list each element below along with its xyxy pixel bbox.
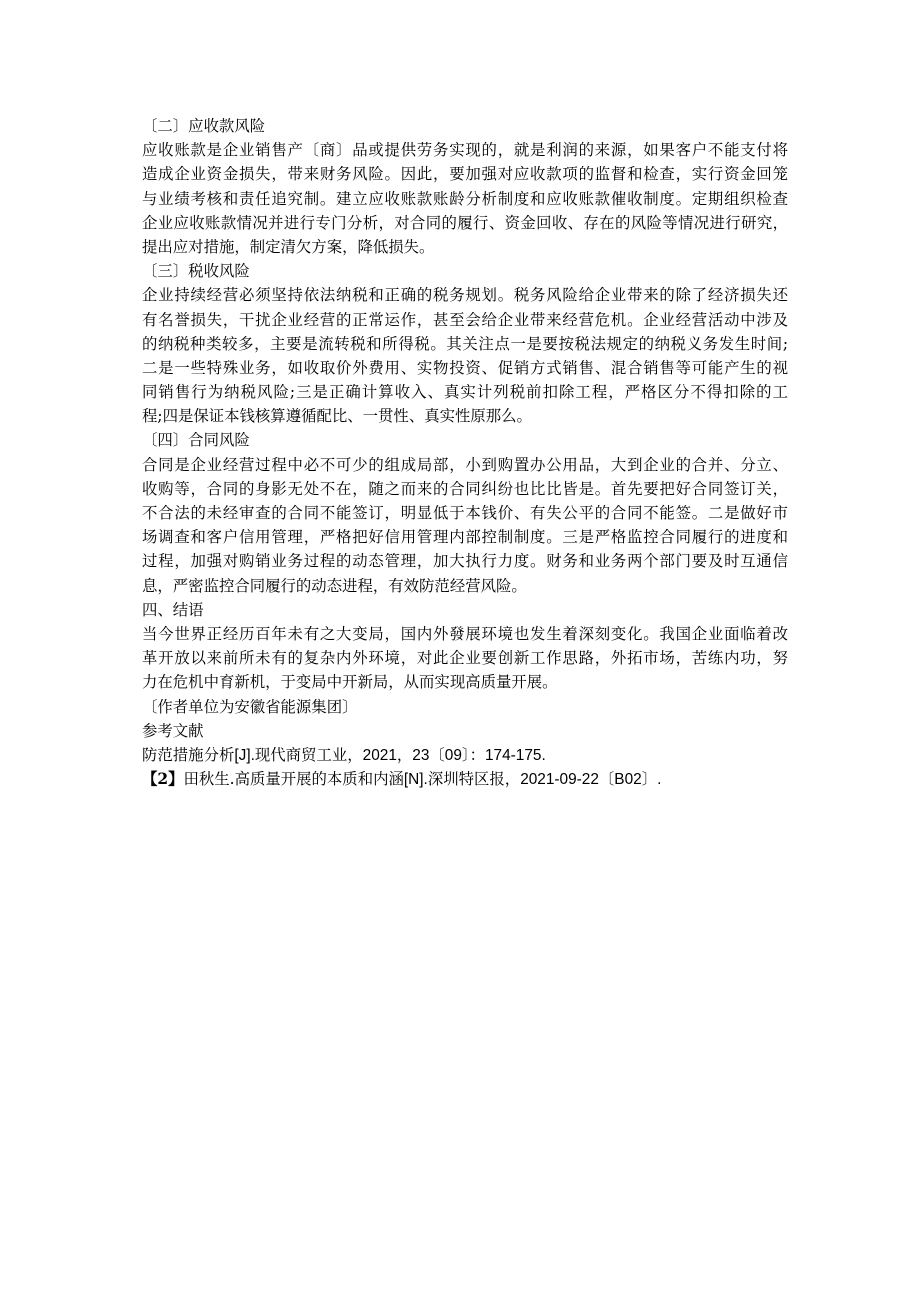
paragraph-line: 当今世界正经历百年未有之大变局，国内外發展环境也发生着深刻变化。我国企业面临着改	[142, 624, 788, 643]
section-heading-conclusion: 四、结语	[142, 600, 204, 619]
paragraph-line: 同销售行为纳税风险;三是正确计算收入、真实计列税前扣除工程，严格区分不得扣除的工	[142, 383, 788, 402]
paragraph-line: 过程，加强对购销业务过程的动态管理，加大执行力度。财务和业务两个部门要及时互通信	[142, 552, 788, 571]
reference-type: [J].	[234, 746, 255, 764]
paragraph-line: 企业持续经营必须坚持依法纳税和正确的税务规划。税务风险给企业带来的除了经济损失还	[142, 286, 788, 305]
reference-item	[142, 767, 788, 791]
paragraph-line: 应收账款是企业销售产〔商〕品或提供劳务实现的，就是利润的来源，如果客户不能支付将	[142, 141, 788, 160]
paragraph-line: 的纳税种类较多，主要是流转税和所得税。其关注点一是要按税法规定的纳税义务发生时间;	[142, 334, 788, 353]
paragraph-line: 二是一些特殊业务，如收取价外费用、实物投资、促销方式销售、混合销售等可能产生的视	[142, 358, 788, 377]
paragraph-line: 息，严密监控合同履行的动态进程，有效防范经营风险。	[142, 576, 527, 595]
paragraph-line: 不合法的未经审查的合同不能签订，明显低于本钱价、有失公平的合同不能签。二是做好市	[142, 504, 788, 522]
paragraph-line: 与业绩考核和责任追究制。建立应收账款账龄分析制度和应收账款催收制度。定期组织检查	[142, 189, 788, 208]
paragraph-line: 合同是企业经营过程中必不可少的组成局部，小到购置办公用品，大到企业的合并、分立、	[142, 455, 788, 474]
reference-text: 田秋生.高质量开展的本质和内涵	[183, 770, 404, 789]
paragraph-line: 造成企业资金损失，带来财务风险。因此，要加强对应收款项的监督和检查，实行资金回笼	[142, 165, 788, 184]
section-heading-receivables: 〔二〕应收款风险	[142, 117, 266, 135]
paragraph-line: 企业应收账款情况并进行专门分析，对合同的履行、资金回收、存在的风险等情况进行研究，	[142, 213, 788, 232]
reference-item	[142, 743, 788, 767]
reference-text: 防范措施分析	[142, 745, 235, 764]
paragraph-line: 程;四是保证本钱核算遵循配比、一贯性、真实性原那么。	[142, 407, 532, 426]
reference-citation: 2021，23〔09〕：174-175.	[362, 746, 546, 764]
reference-source: 现代商贸工业，	[254, 745, 363, 764]
paragraph-line: 收购等，合同的身影无处不在，随之而来的合同纠纷也比比皆是。首先要把好合同签订关，	[142, 479, 788, 498]
document-body	[142, 114, 788, 791]
paragraph-line: 革开放以来前所未有的复杂内外环境，对此企业要创新工作思路，外拓市场，苦练内功，努	[142, 649, 788, 668]
paragraph-line: 有名誉损失，干扰企业经营的正常运作，甚至会给企业带来经营危机。企业经营活动中涉及	[142, 310, 788, 329]
reference-number: 【2】	[142, 770, 184, 789]
paragraph-line: 场调查和客户信用管理，严格把好信用管理内部控制制度。三是严格监控合同履行的进度和	[142, 528, 788, 547]
paragraph-line: 力在危机中育新机，于变局中开新局，从而实现高质量开展。	[142, 673, 558, 692]
author-unit: 〔作者单位为安徽省能源集团〕	[142, 697, 358, 716]
reference-type: [N].	[403, 771, 428, 789]
reference-citation: 2021-09-22〔B02〕.	[520, 771, 662, 789]
section-heading-contract: 〔四〕合同风险	[142, 431, 250, 450]
section-heading-tax: 〔三〕税收风险	[142, 262, 250, 281]
paragraph-line: 提出应对措施，制定清欠方案，降低损失。	[142, 237, 435, 256]
references-heading: 参考文献	[142, 721, 204, 740]
reference-source: 深圳特区报，	[427, 770, 521, 789]
